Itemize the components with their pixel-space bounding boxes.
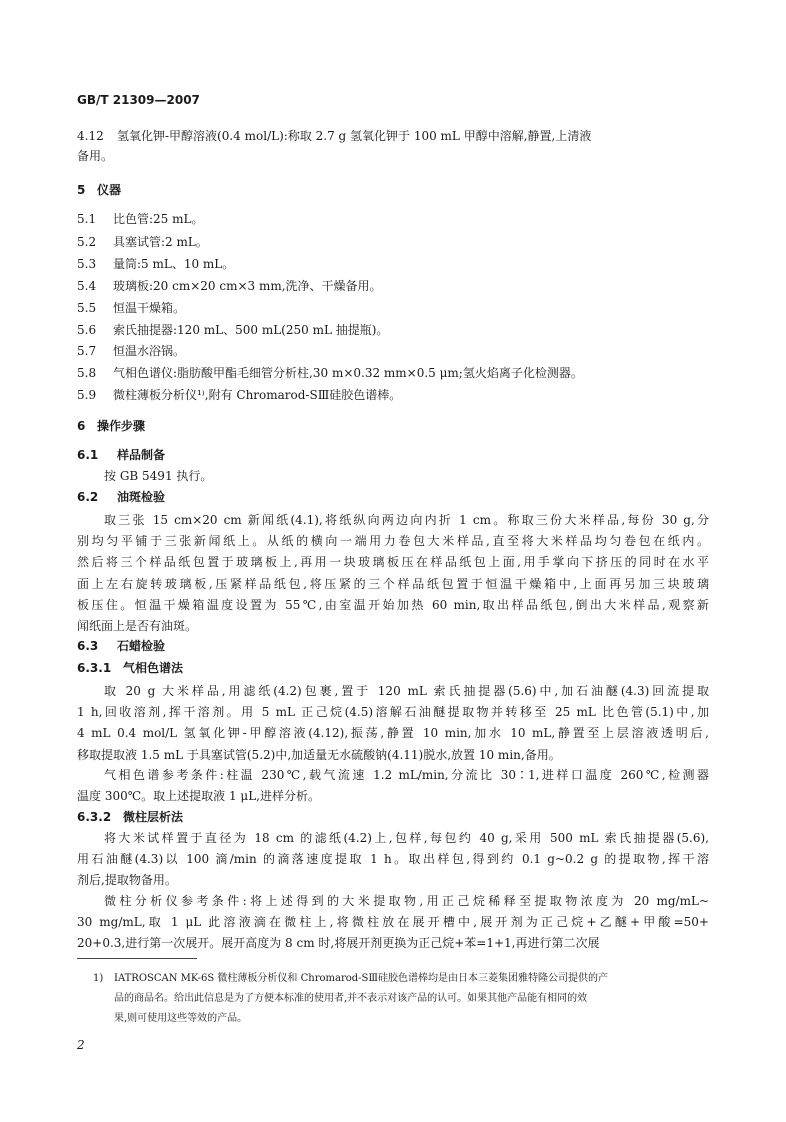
paragraph-line: 然后将三个样品纸包置于玻璃板上,再用一块玻璃板压在样品纸包上面,用手掌向下挤压的同时在水平: [77, 555, 709, 570]
footnote-line: IATROSCAN MK-6S 微柱薄板分析仪和 Chromarod-SⅢ硅胶色谱棒均是由日本三菱集团雅特隆公司提供的产: [114, 973, 609, 984]
subsection-number: 6.1: [77, 448, 99, 462]
item-text: 玻璃板:20 cm×20 cm×3 mm,洗净、干燥备用。: [113, 279, 382, 293]
clause-text: 氢氧化钾-甲醇溶液(0.4 mol/L):称取 2.7 g 氢氧化钾于 100 mL 甲醇中溶解,静置,上清液: [117, 129, 592, 143]
item-text: 具塞试管:2 mL。: [113, 235, 208, 249]
footnote-line: 果,则可使用这些等效的产品。: [114, 1013, 248, 1024]
subsection-6-1-heading: [77, 447, 165, 463]
paragraph-line: 闻纸面上是否有油斑。: [77, 619, 198, 633]
instrument-item: [77, 365, 583, 381]
item-number: 5.8: [77, 366, 97, 380]
paragraph-line: 取 20 g 大米样品,用滤纸(4.2)包裹,置于 120 mL 索氏抽提器(5.6)中,加石油醚(4.3)回流提取: [104, 684, 709, 698]
item-text: 索氏抽提器:120 mL、500 mL(250 mL 抽提瓶)。: [113, 323, 389, 337]
item-number: 5.6: [77, 323, 97, 337]
paragraph-line: 20+0.3,进行第一次展开。展开高度为 8 cm 时,将展开剂更换为正己烷+苯=1+1,再进行第二次展: [77, 936, 600, 951]
instrument-item: [77, 211, 203, 227]
subsection-6-3-1-heading: [77, 660, 183, 676]
paragraph-line: 4 mL 0.4 mol/L 氢氧化钾-甲醇溶液(4.12),振荡,静置 10 min,加水 10 mL,静置至上层溶液透明后,: [77, 726, 709, 741]
footnote-rule: [77, 958, 197, 959]
paragraph-line: 微柱分析仪参考条件:将上述得到的大米提取物,用正己烷稀释至提取物浓度为 20 mg/mL~: [104, 894, 709, 908]
clause-number: 4.12: [77, 129, 104, 143]
paragraph-line: 面上左右旋转玻璃板,压紧样品纸包,将压紧的三个样品纸包置于恒温干燥箱中,上面再另加三块玻璃: [77, 576, 709, 591]
item-number: 5.2: [77, 235, 97, 249]
paragraph-line: 用石油醚(4.3)以 100 滴/min 的滴落速度提取 1 h。取出样包,得到约 0.1 g~0.2 g 的提取物,挥干溶: [77, 852, 709, 867]
subsection-title: 微柱层析法: [123, 810, 184, 824]
paragraph-line: 1 h,回收溶剂,挥干溶剂。用 5 mL 正己烷(4.5)溶解石油醚提取物并转移至 25 mL 比色管(5.1)中,加: [77, 705, 709, 720]
paragraph-line: 别均匀平铺于三张新闻纸上。从纸的横向一端用力卷包大米样品,直至将大米样品均匀卷包在纸内。: [77, 534, 709, 549]
clause-4-12-cont: 备用。: [77, 149, 114, 163]
item-text: 比色管:25 mL。: [113, 212, 204, 226]
paragraph-line: 板压住。恒温干燥箱温度设置为 55℃,由室温开始加热 60 min,取出样品纸包,倒出大米样品,观察新: [77, 597, 709, 612]
item-number: 5.7: [77, 344, 97, 358]
paragraph-line: 剂后,提取物备用。: [77, 873, 177, 888]
subsection-title: 油斑检验: [117, 490, 166, 504]
subsection-6-3-2-heading: [77, 809, 183, 825]
clause-4-12: [77, 128, 591, 144]
instrument-item: [77, 256, 234, 272]
item-text: 微柱薄板分析仪¹⁾,附有 Chromarod-SⅢ硅胶色谱棒。: [113, 388, 402, 402]
item-number: 5.4: [77, 279, 97, 293]
subsection-title: 石蜡检验: [117, 639, 166, 653]
section-number: 5: [77, 183, 86, 197]
item-number: 5.1: [77, 212, 97, 226]
subsection-number: 6.2: [77, 490, 99, 504]
item-text: 量筒:5 mL、10 mL。: [113, 257, 235, 271]
subsection-6-3-heading: [77, 638, 165, 654]
instrument-item: [77, 343, 185, 359]
instrument-item: [77, 387, 401, 403]
section-number: 6: [77, 419, 86, 433]
instrument-item: [77, 278, 382, 294]
subsection-number: 6.3: [77, 639, 99, 653]
subsection-number: 6.3.2: [77, 810, 112, 824]
subsection-title: 气相色谱法: [123, 661, 184, 675]
instrument-item: [77, 322, 388, 338]
paragraph-line: 30 mg/mL,取 1 μL 此溶液滴在微柱上,将微柱放在展开槽中,展开剂为正己烷+乙醚+甲酸=50+: [77, 915, 709, 930]
section-title: 操作步骤: [97, 419, 146, 433]
standard-code-header: GB/T 21309—2007: [77, 93, 200, 107]
instrument-item: [77, 300, 185, 316]
subsection-number: 6.3.1: [77, 661, 112, 675]
subsection-6-2-heading: [77, 489, 165, 505]
paragraph-line: 将大米试样置于直径为 18 cm 的滤纸(4.2)上,包样,每包约 40 g,采用 500 mL 索氏抽提器(5.6),: [104, 831, 709, 845]
paragraph-line: 取三张 15 cm×20 cm 新闻纸(4.1),将纸纵向两边向内折 1 cm。称取三份大米样品,每份 30 g,分: [104, 513, 709, 527]
item-text: 恒温水浴锅。: [113, 344, 186, 358]
item-number: 5.9: [77, 388, 97, 402]
subsection-6-1-text: 按 GB 5491 执行。: [104, 469, 213, 483]
item-text: 恒温干燥箱。: [113, 301, 186, 315]
subsection-title: 样品制备: [117, 448, 166, 462]
item-number: 5.5: [77, 301, 97, 315]
paragraph-line: 温度 300℃。取上述提取液 1 μL,进样分析。: [77, 789, 320, 804]
instrument-item: [77, 234, 208, 250]
paragraph-line: 气相色谱参考条件:柱温 230℃,载气流速 1.2 mL/min,分流比 30∶1,进样口温度 260℃,检测器: [104, 768, 709, 782]
section-5-heading: [77, 182, 121, 198]
page-number: 2: [77, 1038, 85, 1052]
section-6-heading: [77, 418, 145, 434]
item-number: 5.3: [77, 257, 97, 271]
item-text: 气相色谱仪:脂肪酸甲酯毛细管分析柱,30 m×0.32 mm×0.5 μm;氢火焰离子化检测器。: [113, 366, 583, 380]
section-title: 仪器: [97, 183, 122, 197]
footnote-line: 品的商品名。给出此信息是为了方便本标准的使用者,并不表示对该产品的认可。如果其他产品能有相同的效: [114, 993, 588, 1004]
paragraph-line: 移取提取液 1.5 mL 于具塞试管(5.2)中,加适量无水硫酸钠(4.11)脱水,放置 10 min,备用。: [77, 747, 561, 762]
footnote-marker: 1): [93, 973, 104, 984]
